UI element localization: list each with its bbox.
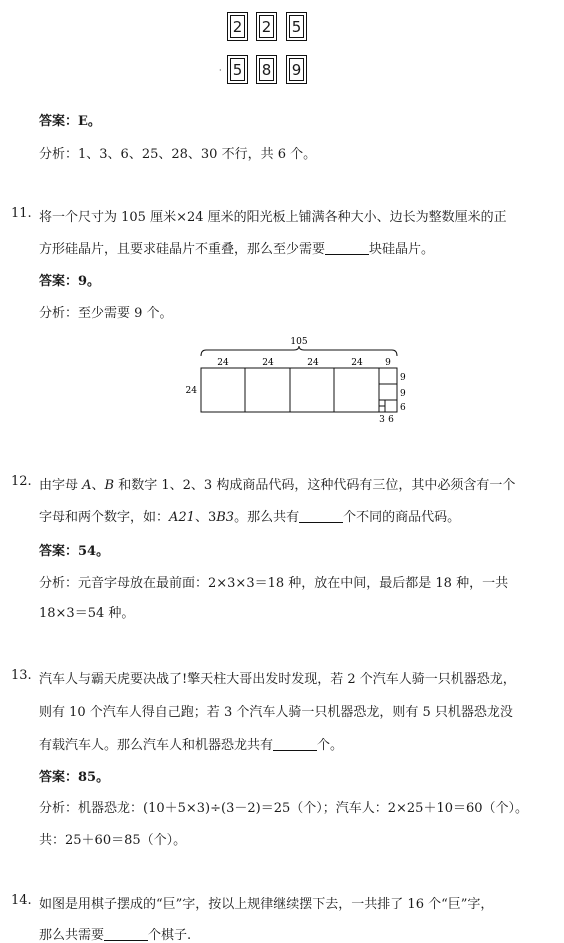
figure-bottom-label: 6 [388,415,394,425]
tile-24-3 [290,368,334,412]
q12-line1 [39,474,515,493]
figure-top-label: 24 [217,358,229,368]
q12-line2 [39,506,460,525]
q12-line2-text: 字母和两个数字，如： [39,510,170,525]
figure-top-label: 24 [262,358,274,368]
tile-6 [385,400,397,412]
answer-blank [299,510,343,523]
q13-line2: 则有 10 个汽车人得自己跑；若 3 个汽车人骑一只机器恐龙，则有 5 只机器恐龙没 [39,705,513,720]
letter-b: B [104,478,115,493]
card-1-1 [227,12,248,41]
figure-total-label: 105 [290,337,308,347]
answer-blank [273,738,317,751]
answer-blank [325,242,369,255]
card-dot: · [219,66,222,75]
code-example-2: B3 [216,510,235,525]
tile-24-4 [334,368,379,412]
q12-line2-sep: 、3 [194,510,217,525]
tile-9-1 [379,368,397,384]
letter-a: A [82,478,92,493]
answer-blank [104,928,148,941]
figure-top-label: 24 [351,358,363,368]
figure-right-label: 9 [400,389,406,399]
q14-line2-text: 那么共需要 [39,928,105,943]
q12-line1-text: 由字母 [39,478,83,493]
code-example-1: A21 [169,510,195,525]
tile-24-1 [201,368,245,412]
figure-right-label: 6 [400,403,406,413]
q11-line1: 将一个尺寸为 105 厘米×24 厘米的阳光板上铺满各种大小、边长为整数厘米的正 [39,210,507,225]
q11-line2 [39,238,434,257]
tile-3-1 [379,400,385,406]
q11-answer: 答案：9。 [39,274,101,289]
q11-tiling-figure [170,330,410,430]
card-2-1 [227,55,248,84]
q12-line2-end: 个不同的商品代码。 [343,510,461,525]
card-1-2 [256,12,277,41]
q11-line2-text-end: 块硅晶片。 [369,242,435,257]
q12-line1-sep: 、 [91,478,105,493]
q13-line3-text: 有载汽车人。那么汽车人和机器恐龙共有 [39,738,274,753]
card-value: 2 [259,15,274,38]
figure-left-label: 24 [185,386,197,396]
q14-line1: 如图是用棋子摆成的“巨”字，按以上规律继续摆下去，一共排了 16 个“巨”字， [39,897,494,912]
q13-line3-end: 个。 [317,738,344,753]
figure-right-label: 9 [400,373,406,383]
figure-bottom-label: 3 [379,415,385,425]
q11-number: 11. [11,206,32,221]
figure-top-label: 24 [307,358,319,368]
card-value: 5 [230,58,245,81]
card-value: 5 [289,15,304,38]
q13-line3 [39,734,343,753]
tile-3-2 [379,406,385,412]
figure-top-label: 9 [385,358,391,368]
q12-analysis-1: 分析：元音字母放在最前面：2×3×3＝18 种，放在中间，最后都是 18 种，一共 [39,576,509,591]
q12-answer: 答案：54。 [39,544,110,559]
q12-line1-rest: 和数字 1、2、3 构成商品代码，这种代码有三位，其中必须含有一个 [114,478,516,493]
q13-line1: 汽车人与霸天虎要决战了!擎天柱大哥出发时发现，若 2 个汽车人骑一只机器恐龙， [39,672,516,687]
q10-answer: 答案：E。 [39,114,101,129]
q12-analysis-2: 18×3＝54 种。 [39,606,135,621]
card-value: 9 [289,58,304,81]
card-value: 8 [259,58,274,81]
q12-line2-mid: 。那么共有 [234,510,300,525]
q14-line2-end: 个棋子. [148,928,192,943]
card-value: 2 [230,15,245,38]
card-1-3 [286,12,307,41]
q14-line2 [39,924,191,943]
q10-analysis: 分析：1、3、6、25、28、30 不行，共 6 个。 [39,147,317,162]
q13-analysis-1: 分析：机器恐龙：(10＋5×3)÷(3－2)＝25（个）；汽车人：2×25＋10＝60（个）。 [39,801,529,816]
card-2-3 [286,55,307,84]
q14-number: 14. [11,893,32,908]
q13-analysis-2: 共：25＋60＝85（个）。 [39,833,187,848]
q12-number: 12. [11,474,32,489]
tile-24-2 [245,368,290,412]
tile-9-2 [379,384,397,400]
q13-answer: 答案：85。 [39,770,110,785]
q11-line2-text: 方形硅晶片，且要求硅晶片不重叠，那么至少需要 [39,242,326,257]
q13-number: 13. [11,668,32,683]
q11-analysis: 分析：至少需要 9 个。 [39,306,173,321]
card-2-2 [256,55,277,84]
figure-top-brace [201,346,397,356]
